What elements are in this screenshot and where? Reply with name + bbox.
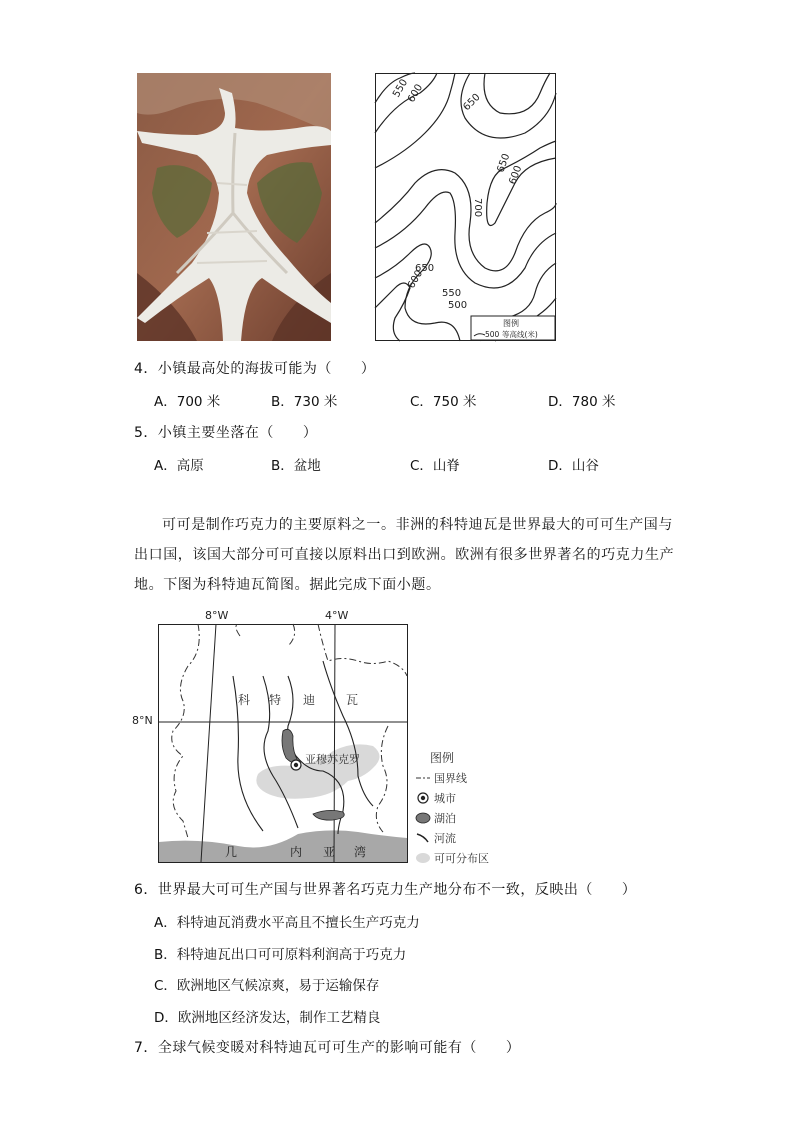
q4-option-c[interactable]: C．750 米 <box>410 394 477 410</box>
passage-line-1: 可可是制作巧克力的主要原料之一。非洲的科特迪瓦是世界最大的可可生产国与 <box>162 517 673 533</box>
contour-label: 550 <box>442 288 462 299</box>
gulf-char: 亚 <box>323 845 336 859</box>
gulf-char: 湾 <box>354 845 367 859</box>
contour-label: 700 <box>472 198 483 218</box>
q4-option-b[interactable]: B．730 米 <box>271 394 338 410</box>
contour-label: 650 <box>461 91 483 114</box>
contour-map <box>375 73 556 341</box>
cote-divoire-map <box>132 606 538 868</box>
q4-option-d[interactable]: D．780 米 <box>548 394 616 410</box>
country-char: 迪 <box>303 693 316 707</box>
question-6: 6．世界最大可可生产国与世界著名巧克力生产地分布不一致，反映出（ ） <box>134 882 637 898</box>
contour-label: 550 <box>391 77 411 100</box>
q5-option-b[interactable]: B．盆地 <box>271 458 321 474</box>
q4-option-a[interactable]: A．700 米 <box>154 394 221 410</box>
map-legend-title: 图例 <box>430 751 455 765</box>
q6-option-b[interactable]: B．科特迪瓦出口可可原料利润高于巧克力 <box>154 947 407 963</box>
legend-city-label: 城市 <box>434 792 456 805</box>
longitude-label-8w: 8°W <box>205 609 229 622</box>
country-char: 科 <box>238 693 251 707</box>
legend-cocoa-label: 可可分布区 <box>434 852 489 865</box>
contour-legend-value: 500 <box>485 330 500 339</box>
passage-line-3: 地。下图为科特迪瓦简图。据此完成下面小题。 <box>134 577 441 593</box>
q5-option-d[interactable]: D．山谷 <box>548 458 599 474</box>
contour-label: 600 <box>406 268 426 291</box>
latitude-label-8n: 8°N <box>132 714 153 727</box>
country-char: 瓦 <box>346 693 359 707</box>
city-label: 亚穆苏克罗 <box>305 753 360 766</box>
contour-label: 600 <box>406 82 426 105</box>
country-char: 特 <box>269 693 282 707</box>
legend-cocoa-icon <box>416 853 430 863</box>
q5-option-a[interactable]: A．高原 <box>154 458 204 474</box>
question-5: 5．小镇主要坐落在（ ） <box>134 425 318 441</box>
longitude-label-4w: 4°W <box>325 609 349 622</box>
aerial-photo <box>137 73 331 341</box>
legend-river-icon <box>417 834 428 842</box>
legend-lake-label: 湖泊 <box>434 812 456 825</box>
contour-legend-title: 图例 <box>503 319 519 328</box>
question-4: 4．小镇最高处的海拔可能为（ ） <box>134 361 376 377</box>
contour-legend-text: 等高线(米) <box>502 330 538 339</box>
question-7: 7．全球气候变暖对科特迪瓦可可生产的影响可能有（ ） <box>134 1040 521 1056</box>
contour-label: 650 <box>415 263 435 274</box>
passage-line-2: 出口国，该国大部分可可直接以原料出口到欧洲。欧洲有很多世界著名的巧克力生产 <box>134 547 675 563</box>
contour-label: 650 <box>495 152 513 175</box>
q6-option-a[interactable]: A．科特迪瓦消费水平高且不擅长生产巧克力 <box>154 915 420 931</box>
legend-lake-icon <box>416 813 430 823</box>
gulf-char: 内 <box>290 845 303 859</box>
contour-label: 500 <box>448 300 468 311</box>
legend-river-label: 河流 <box>434 832 456 845</box>
q6-option-c[interactable]: C．欧洲地区气候凉爽，易于运输保存 <box>154 978 380 994</box>
gulf-char: 几 <box>225 845 238 859</box>
q5-option-c[interactable]: C．山脊 <box>410 458 460 474</box>
contour-label: 600 <box>507 164 525 187</box>
legend-border-label: 国界线 <box>434 772 467 785</box>
q6-option-d[interactable]: D．欧洲地区经济发达，制作工艺精良 <box>154 1010 381 1026</box>
